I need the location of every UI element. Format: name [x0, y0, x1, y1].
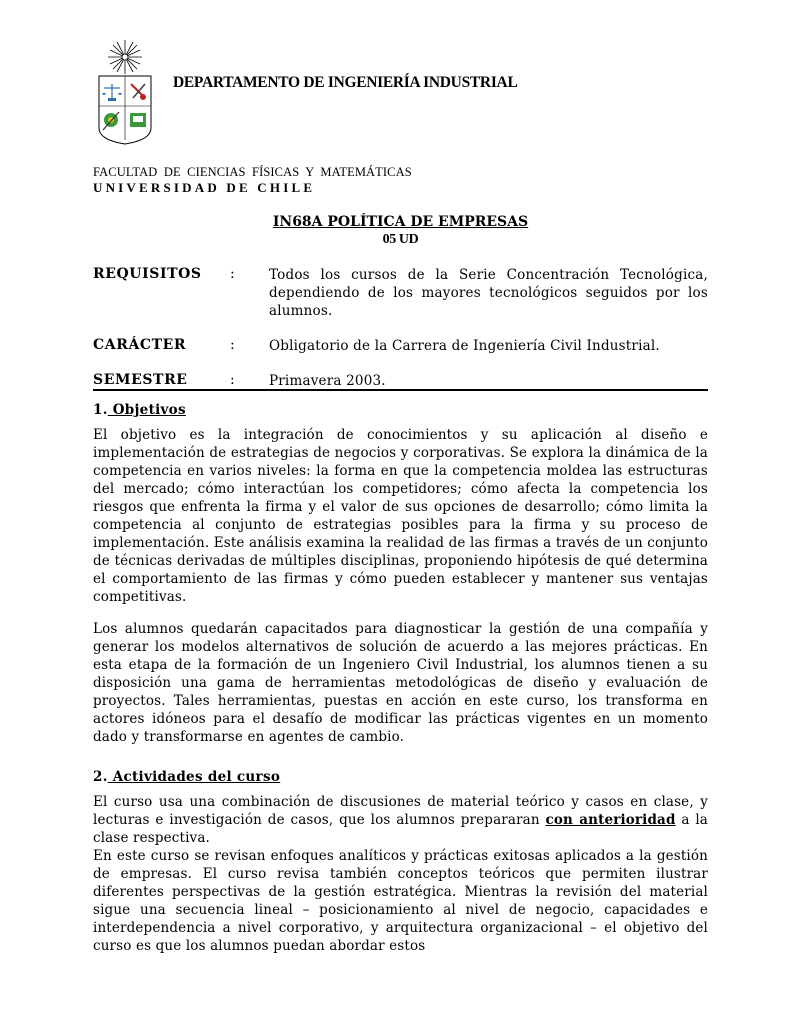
- requisitos-label: REQUISITOS: [93, 266, 202, 282]
- university-crest-logo: [95, 40, 155, 145]
- section-1-heading: 1. Objetivos: [93, 402, 186, 418]
- section-1-paragraph-1: El objetivo es la integración de conocimientos y su aplicación al diseño e implementación de estrategias de negocios y corporativas. Se explora la dinámica de la competencia en varios niveles: la forma en que la competencia moldea las estructuras del mercado; cómo interactúan los competidores; cómo afecta la competencia los riesgos que enfrenta la firma y el valor de sus opciones de desarrollo; cómo limita la competencia al conjunto de estrategias posibles para la firma y su proceso de implementación. Este análisis examina la realidad de las firmas a través de un conjunto de técnicas derivadas de múltiples disciplinas, proponiendo hipótesis de qué determina el comportamiento de las firmas y cómo pueden establecer y mantener sus ventajas competitivas.: [93, 427, 708, 605]
- section-1-paragraph-2: Los alumnos quedarán capacitados para diagnosticar la gestión de una compañía y generar los modelos alternativos de solución de acuerdo a las mejores prácticas. En esta etapa de la formación de un Ingeniero Civil Industrial, los alumnos tienen a su disposición una gama de herramientas metodológicas de diseño y evaluación de proyectos. Tales herramientas, puestas en acción en este curso, los transforma en actores idóneos para el desafío de modificar las prácticas vigentes en un momento dado y transformarse en agentes de cambio.: [93, 621, 708, 745]
- section-2-paragraph-1: El curso usa una combinación de discusiones de material teórico y casos en clase, y lecturas e investigación de casos, que los alumnos prepararan con anterioridad a la clase respectiva.: [93, 794, 708, 846]
- semestre-colon: :: [230, 372, 235, 388]
- department-name: DEPARTAMENTO DE INGENIERÍA INDUSTRIAL: [173, 74, 518, 91]
- caracter-colon: :: [230, 337, 235, 353]
- course-title: IN68A POLÍTICA DE EMPRESAS: [272, 214, 529, 230]
- faculty-name: FACULTAD DE CIENCIAS FÍSICAS Y MATEMÁTICAS: [93, 165, 412, 179]
- course-units: 05 UD: [382, 232, 419, 247]
- section-2-paragraph-2: En este curso se revisan enfoques analíticos y prácticas exitosas aplicados a la gestión de empresas. El curso revisa también conceptos teóricos que permiten ilustrar diferentes perspectivas de la gestión estratégica. Mientras la revisión del material sigue una secuencia lineal – posicionamiento al nivel de negocio, capacidades e interdependencia a nivel corporativo, y arquitectura organizacional – el objetivo del curso es que los alumnos puedan abordar estos: [93, 848, 708, 954]
- emphasis-con-anterioridad: con anterioridad: [545, 812, 676, 828]
- university-name: UNIVERSIDAD DE CHILE: [93, 180, 316, 195]
- section-2-heading: 2. Actividades del curso: [93, 769, 281, 785]
- requisitos-value: Todos los cursos de la Serie Concentración Tecnológica, dependiendo de los mayores tecnológicos seguidos por los alumnos.: [269, 267, 708, 319]
- caracter-label: CARÁCTER: [93, 337, 187, 353]
- semestre-label: SEMESTRE: [93, 372, 188, 388]
- book-icon: [130, 113, 146, 127]
- star-icon: [108, 40, 142, 74]
- semestre-value: Primavera 2003.: [269, 373, 386, 389]
- header-divider: [93, 389, 708, 391]
- caracter-value: Obligatorio de la Carrera de Ingeniería Civil Industrial.: [269, 338, 660, 354]
- requisitos-colon: :: [230, 266, 235, 282]
